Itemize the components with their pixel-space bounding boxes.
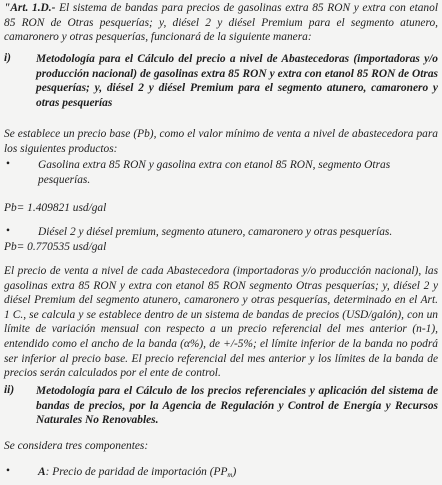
article-intro-text: El sistema de bandas para precios de gasolinas extra 85 RON y extra con etanol 85 RON de Otras pesquerías; y, diésel 2 y diésel Premium para el segmento atunero, camaronero y otras pesquerías, funcionará de la siguiente manera: [4, 2, 438, 44]
bullet-point: • [6, 158, 10, 170]
bullet-diesel: Diésel 2 y diésel premium, segmento atunero, camaronero y otras pesquerías. [38, 226, 393, 238]
bullet-gasoline: Gasolina extra 85 RON y gasolina extra con etanol 85 RON, segmento Otras pesquerías. [38, 159, 391, 186]
component-a-text: : Precio de paridad de importación (PP [45, 466, 228, 478]
component-a-label: A [38, 466, 46, 478]
bullet-point: • [6, 225, 10, 237]
base-price-paragraph: Se establece un precio base (Pb), como el valor mínimo de venta a nivel de abastecedora para los siguientes productos: [4, 128, 438, 155]
section-i-title: Metodología para el Cálculo del precio a nivel de Abastecedoras (importadoras y/o producción nacional) de gasolinas extra 85 RON y extra con etanol 85 RON de Otras pesquerías; y, diésel 2 y diésel Premium para el segmento atunero, camaronero y otras pesquerías [36, 53, 438, 109]
components-intro: Se considera tres componentes: [4, 440, 149, 452]
sale-price-paragraph: El precio de venta a nivel de cada Abastecedora (importadoras y/o producción nacional), las gasolinas extra 85 RON y extra con etanol 85 RON segmento Otras pesquerías; y, diésel 2 y diésel Premium del segmento atunero, camaronero y otras pesquerías, determinado en el Art. 1 C., se calcula y se establece dentro de un sistema de bandas de precios (USD/galón), con un límite de variación mensual con respecto a un precio referencial del mes anterior (n-1), entendido como el ancho de la banda (α%), de +/-5%; el límite inferior de la banda no podrá ser inferior al precio base. El precio referencial del mes anterior y los límites de la banda de precios serán calculados por el ente de control. [4, 265, 438, 380]
section-ii-numeral: ii) [4, 384, 15, 396]
article-intro [4, 1, 438, 45]
base-price-diesel: Pb= 0.770535 usd/gal [4, 241, 107, 253]
component-a-subscript: m [227, 471, 233, 479]
section-ii-title: Metodología para el Cálculo de los precios referenciales y aplicación del sistema de bandas de precios, por la Agencia de Regulación y Control de Energía y Recursos Naturales No Renovables. [36, 385, 438, 427]
bullet-point: • [6, 465, 10, 477]
article-heading: "Art. 1.D.- [4, 2, 56, 14]
bullet-component-a [38, 465, 438, 483]
base-price-gasoline: Pb= 1.409821 usd/gal [4, 202, 107, 214]
section-i-numeral: i) [4, 52, 11, 64]
component-a-close: ) [232, 466, 237, 478]
